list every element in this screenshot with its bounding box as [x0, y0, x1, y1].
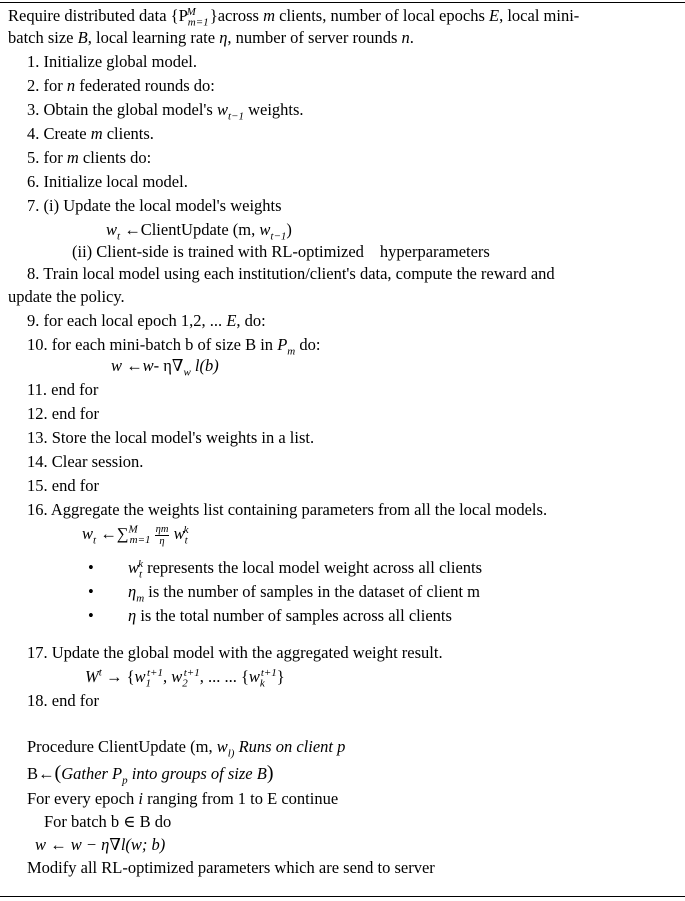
step-6: 6. Initialize local model. [27, 172, 188, 191]
bullet-3: • η is the total number of samples across all clients [88, 606, 452, 625]
step-7: 7. (i) Update the local model's weights [27, 196, 282, 215]
step-17-formula: $W^t \to \{w_1^{t+1}$, $w_2^{t+1}$, ... ... $\{w_k^{t+1}\}$ [85, 666, 285, 690]
step-12: 12. end for [27, 404, 99, 423]
step-4: 4. Create m clients. [27, 124, 154, 143]
step-8: 8. Train local model using each institution/client's data, compute the reward and [27, 264, 555, 283]
procedure-line-4: For batch b ∈ B do [44, 812, 172, 831]
step-5: 5. for m clients do: [27, 148, 152, 167]
step-9: 9. for each local epoch 1,2, ... E, do: [27, 311, 266, 330]
step-8-cont: update the policy. [8, 287, 125, 306]
requirement-line-2: batch size B, local learning rate η, number of server rounds n. [8, 28, 414, 47]
step-2: 2. for n federated rounds do: [27, 76, 215, 95]
requirement-line-1: Require distributed data {$P_{m=1}^M$ }across m clients, number of local epochs E, local mini- [8, 5, 580, 29]
step-16: 16. Aggregate the weights list containing parameters from all the local models. [27, 500, 548, 519]
step-10: 10. for each mini-batch b of size B in $P_m$ do: [27, 335, 321, 358]
top-rule [0, 2, 685, 3]
step-11: 11. end for [27, 380, 99, 399]
procedure-header: Procedure ClientUpdate (m, $w_{l)}$ Runs on client p [27, 737, 346, 760]
step-7-ii: (ii) Client-side is trained with RL-optimized hyperparameters [72, 242, 490, 261]
bullet-1: • $w_t^k$ represents the local model weight across all clients [88, 557, 483, 581]
step-13: 13. Store the local model's weights in a list. [27, 428, 315, 447]
bottom-rule [0, 896, 685, 897]
procedure-line-6: Modify all RL-optimized parameters which are send to server [27, 858, 435, 877]
eta-fraction: $\frac{\eta m}{\eta}$ [155, 523, 169, 547]
step-3: 3. Obtain the global model's $w_{t-1}$ weights. [27, 100, 304, 123]
step-17: 17. Update the global model with the aggregated weight result. [27, 643, 443, 662]
step-16-formula: $w_t$ ←∑$^M_{m=1}$ $\frac{\eta m}{\eta}$ $w_t^k$ [82, 523, 189, 547]
step-10-formula: w ←w- $\eta\nabla_w$ l(b) [111, 356, 219, 379]
step-14: 14. Clear session. [27, 452, 144, 471]
procedure-line-5: w ← w − η∇l(w; b) [35, 835, 166, 854]
procedure-line-2: B←(Gather $P_p$ into groups of size B) [27, 762, 274, 787]
step-7-formula: $w_t$ ←ClientUpdate (m, $w_{t-1}$) [106, 220, 292, 243]
bullet-2: • $\eta_m$ is the number of samples in the dataset of client m [88, 582, 481, 605]
step-18: 18. end for [27, 691, 99, 710]
procedure-line-3: For every epoch i ranging from 1 to E continue [27, 789, 339, 808]
step-1: 1. Initialize global model. [27, 52, 197, 71]
step-15: 15. end for [27, 476, 99, 495]
